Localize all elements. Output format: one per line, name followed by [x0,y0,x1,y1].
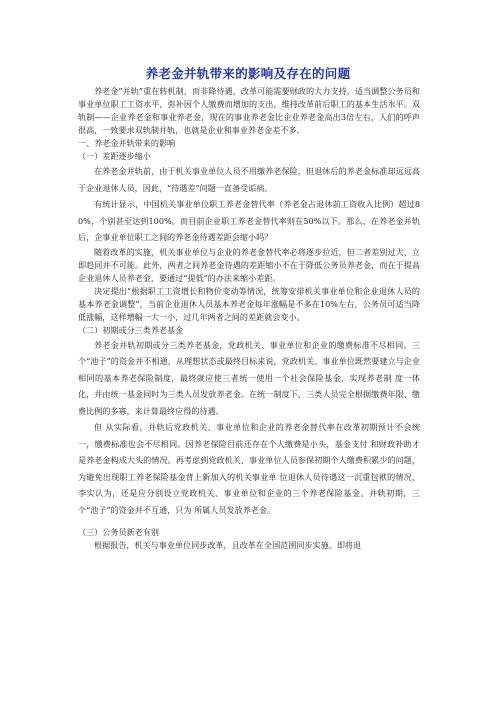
paragraph-intro: 养老金“并轨”重在转机制，而非降待遇，改革可能需要财政的大力支持，适当调整公务员和事业单位职工工资水平，弥补因个人缴费而增加的支出，维持改革前后职工的基本生活水平。双轨制——企业养老金和事业养老金，现在的事业养老金比企业养老金高出3倍左右，人们的呼声很高，一致要求双轨制并轨，也就是企业和事业养老金差不多。 [78,86,420,135]
subsection-heading-1: （一）差距逐步缩小 [78,151,151,161]
paragraph-4: 决定提出“根据职工工资增长和物价变动等情况，统筹安排机关事业单位和企业退休人员的基本养老金调整”，当前企业退休人员基本养老金每年涨幅是不多在10%左右，公务员可适当降低涨幅，这样增幅一大一小，过几年两者之间的差距就会变小。 [78,285,420,322]
paragraph-gap [78,518,420,526]
paragraph-1: 在养老金并轨前，由于机关事业单位人员不用缴养老保险，但退休后的养老金标准却远远高于企业退休人员，因此，“待遇差”问题一直备受诟病。 [78,166,420,193]
subsection-heading-2: （二）初期或分三类养老基金 [78,324,184,335]
paragraph-2: 有统计显示，中国机关事业单位职工养老金替代率（养老金占退休前工资收入比例）超过80%，个别甚至达到100%。而目前企业职工养老金替代率则在50%以下。那么，在养老金并轨后，企事业单位职工之间的养老金待遇差距会缩小吗？ [78,199,420,242]
section-heading-1: 一、养老金并轨带来的影响 [78,138,176,148]
subsection-heading-3: （三）公务员新老有别 [78,527,159,537]
paragraph-3: 随着改革的实施，机关事业单位与企业的养老金替代率必将逐步拉近，但二者差别过大，立即趋同并不可能。此外，两者之间养老金待遇的差距缩小不在于降低公务员养老金，而在于提高企业退休人员养老金，要通过“提低”的办法来缩小差距。 [78,246,420,283]
document-body [78,85,420,552]
paragraph-7: 根据报告，机关与事业单位同步改革，且改革在全国范围同步实施。即将退 [94,540,362,550]
document-title: 养老金并轨带来的影响及存在的问题 [145,66,351,81]
paragraph-5: 养老金并轨初期或分三类养老基金，党政机关、事业单位和企业的缴费标准不尽相同。三个“池子”的资金并不相通，从理想状态或最终目标来说，党政机关、事业单位既然要建立与企业相同的基本养老保险制度，最终就应使三者统一使用一个社会保险基金，实现养老制 度一体化，并由统一基金同时为三类人员发放养老金。在统一制度下，三类人员完全根据缴费年限、缴费比例的多寡，来计算最终应得的待遇。 [78,339,420,416]
paragraph-6: 但 从实际看，并轨后党政机关、事业单位和企业的养老金替代率在改革初期预计不会统一，缴费标准也会不尽相同。因养老保险目前还存在个人缴费是小头，基金支付 和财政补助才是养老金构成大头的情况。再考虑到党政机关、事业单位人员参保初期个人缴费积累少的问题，为避免出现职工养老保险基金背上新加入的机关事业单 位退休人员待遇这一沉重包袱的情况，李实认为，还是应分别设立党政机关、事业单位和企业的三个养老保险基金。并轨初期，三个“池子”的资金并不互通，只为 所属人员发放养老金。 [78,422,420,515]
